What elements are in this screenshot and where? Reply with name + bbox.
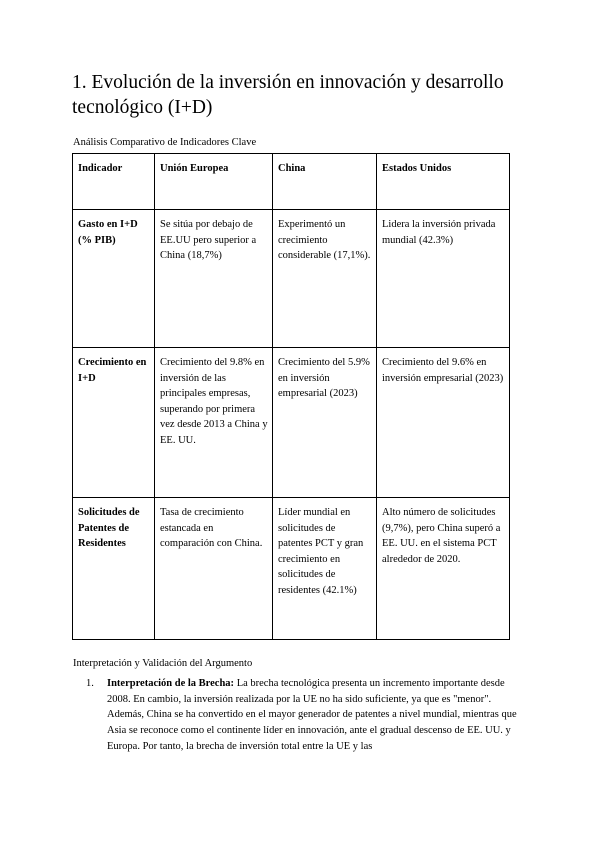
numbered-list [86, 676, 526, 755]
list-item-lead: Interpretación de la Brecha: [107, 678, 235, 689]
header-cell-eu: Unión Europea [155, 154, 273, 210]
table-caption: Análisis Comparativo de Indicadores Clave [73, 137, 257, 148]
list-item-text: La brecha tecnológica presenta un incremento importante desde 2008. En cambio, la inversión realizada por la UE no ha sido suficiente, ya que es "menor". Además, China se ha convertido en el mayor generador de patentes a nivel mundial, mientras que Asia se reconoce como el continente líder en innovación, ante el gradual descenso de EE. UU. y Europa. Por tanto, la brecha de inversión total entre la UE y las [107, 678, 517, 752]
header-cell-indicator: Indicador [73, 154, 155, 210]
header-cell-china: China [273, 154, 377, 210]
row-label: Crecimiento en I+D [73, 348, 155, 498]
table-row [73, 498, 510, 640]
table-cell: Se sitúa por debajo de EE.UU pero superior a China (18,7%) [155, 210, 273, 348]
table-cell: Tasa de crecimiento estancada en comparación con China. [155, 498, 273, 640]
table-cell: Alto número de solicitudes (9,7%), pero China superó a EE. UU. en el sistema PCT alrededor de 2020. [377, 498, 510, 640]
table-cell: Experimentó un crecimiento considerable (17,1%). [273, 210, 377, 348]
subsection-title: Interpretación y Validación del Argumento [73, 658, 253, 669]
table-header-row [73, 154, 510, 210]
table-cell: Lidera la inversión privada mundial (42.3%) [377, 210, 510, 348]
table-cell: Crecimiento del 5.9% en inversión empresarial (2023) [273, 348, 377, 498]
list-item [86, 676, 526, 755]
table-cell: Líder mundial en solicitudes de patentes PCT y gran crecimiento en solicitudes de residentes (42.1%) [273, 498, 377, 640]
table-cell: Crecimiento del 9.6% en inversión empresarial (2023) [377, 348, 510, 498]
comparison-table [72, 153, 510, 640]
header-cell-usa: Estados Unidos [377, 154, 510, 210]
table-cell: Crecimiento del 9.8% en inversión de las principales empresas, superando por primera vez desde 2013 a China y EE. UU. [155, 348, 273, 498]
row-label: Gasto en I+D (% PIB) [73, 210, 155, 348]
list-number: 1. [86, 678, 94, 689]
section-heading: 1. Evolución de la inversión en innovación y desarrollo tecnológico (I+D) [72, 72, 504, 118]
table-row [73, 348, 510, 498]
table-row [73, 210, 510, 348]
row-label: Solicitudes de Patentes de Residentes [73, 498, 155, 640]
